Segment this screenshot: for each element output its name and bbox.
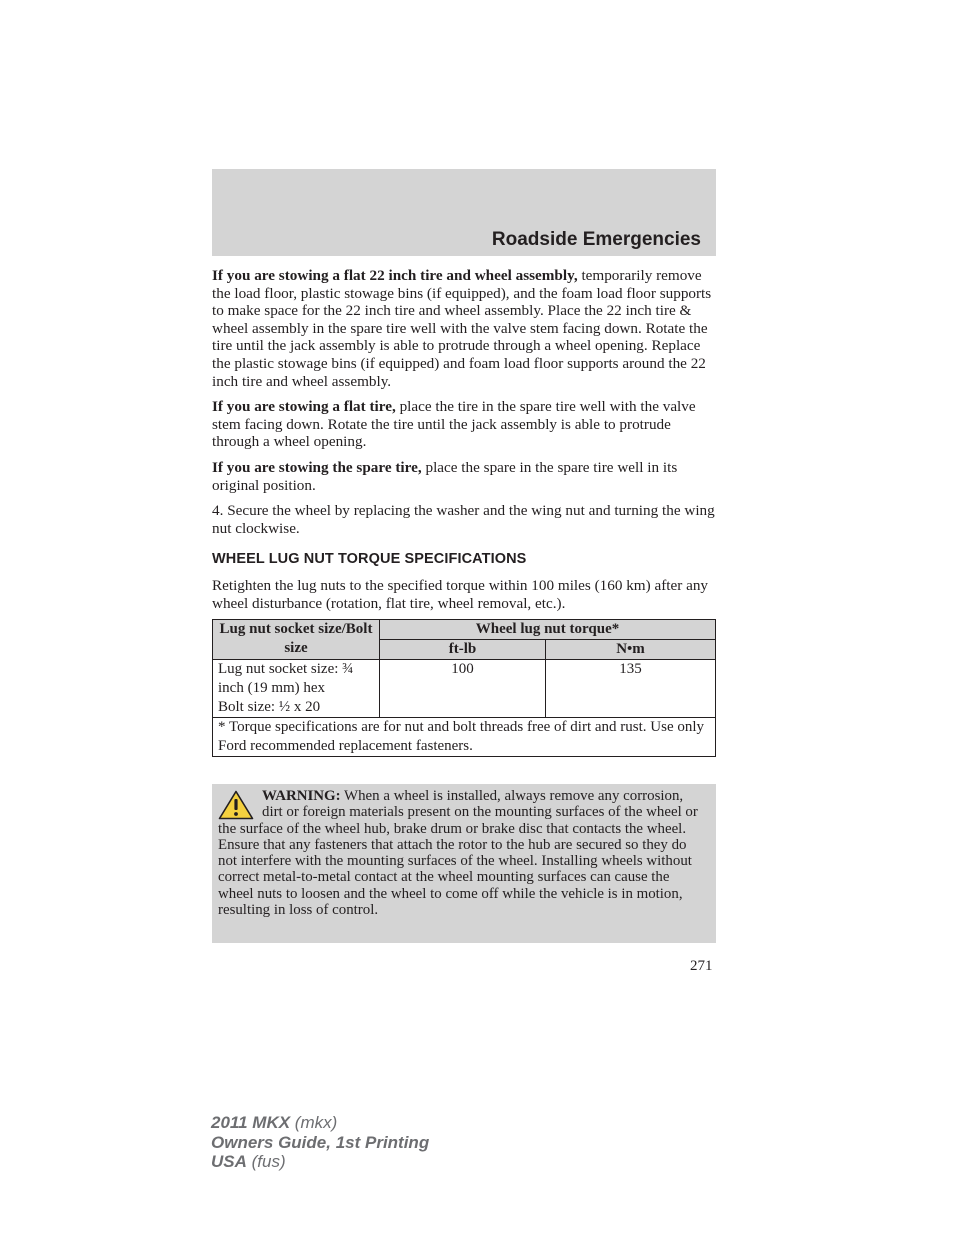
paragraph-flat-tire [212,398,718,451]
footer-model-code: (mkx) [290,1113,338,1132]
table-cell-ftlb: 100 [380,660,546,718]
footer-market: USA [211,1152,247,1171]
section-title: Roadside Emergencies [491,229,701,250]
paragraph-lead: If you are stowing a flat 22 inch tire and wheel assembly, [212,267,578,284]
paragraph-text: place the tire in the spare tire well with the valve stem facing down. Rotate the tire until the jack assembly is able to protrude through a wheel opening. [212,398,696,451]
torque-spec-table [212,619,716,757]
bolt-size-text: Bolt size: ½ x 20 [218,699,321,716]
footer-model: 2011 MKX [211,1113,291,1132]
paragraph-step-4 [212,502,718,537]
table-row [213,660,716,718]
table-cell-size [213,660,380,718]
paragraph-flat-22-inch [212,267,718,390]
paragraph-text: temporarily remove the load floor, plastic stowage bins (if equipped), and the foam load floor supports to make space for the 22 inch tire and wheel assembly. Place the 22 inch tire & wheel assembly in the spare tire well with the valve stem facing down. Rotate the tire until the jack assembly is able to protrude through a wheel opening. Replace the plastic stowage bins (if equipped) and foam load floor supports around the 22 inch tire and wheel assembly. [212,267,712,390]
table-subheader-nm: N•m [546,640,716,660]
socket-size-text: Lug nut socket size: ¾ inch (19 mm) hex [218,661,354,697]
table-footnote: * Torque specifications are for nut and bolt threads free of dirt and rust. Use only Ford recommended replacement fasteners. [213,718,716,757]
paragraph-text: 4. Secure the wheel by replacing the washer and the wing nut and turning the wing nut clockwise. [212,502,715,537]
section-heading: WHEEL LUG NUT TORQUE SPECIFICATIONS [212,551,527,568]
table-subheader-ftlb: ft-lb [380,640,546,660]
footer-guide-edition: Owners Guide, 1st Printing [211,1132,430,1152]
paragraph-lead: If you are stowing the spare tire, [212,458,422,476]
page-number: 271 [690,958,713,974]
section-intro: Retighten the lug nuts to the specified torque within 100 miles (160 km) after any wheel disturbance (rotation, flat tire, wheel removal, etc.). [212,576,709,612]
table-header-size: Lug nut socket size/Bolt size [213,620,380,660]
paragraph-lead: If you are stowing a flat tire, [212,398,396,416]
section-header-band [212,169,716,256]
footer-market-code: (fus) [246,1152,286,1171]
paragraph-spare-tire [212,459,718,494]
table-cell-nm: 135 [546,660,716,718]
body-content [212,267,718,757]
table-header-torque: Wheel lug nut torque* [380,620,716,640]
paragraph-text: place the spare in the spare tire well in its original position. [212,458,678,494]
warning-body: When a wheel is installed, always remove any corrosion, dirt or foreign materials present on the mounting surfaces of the wheel or the surface of the wheel hub, brake drum or brake disc that contacts the wheel. Ensure that any fasteners that attach the rotor to the hub are secured so they do not interfere with the mounting surfaces of the wheel. Installing wheels without correct metal-to-metal contact at the wheel mounting surfaces can cause the wheel nuts to loosen and the wheel to come off while the vehicle is in motion, resulting in loss of control. [218,788,698,919]
warning-text [218,788,706,918]
document-footer [211,1113,429,1172]
warning-label: WARNING: [262,788,341,804]
warning-triangle-icon [218,790,254,820]
warning-box [212,784,716,943]
